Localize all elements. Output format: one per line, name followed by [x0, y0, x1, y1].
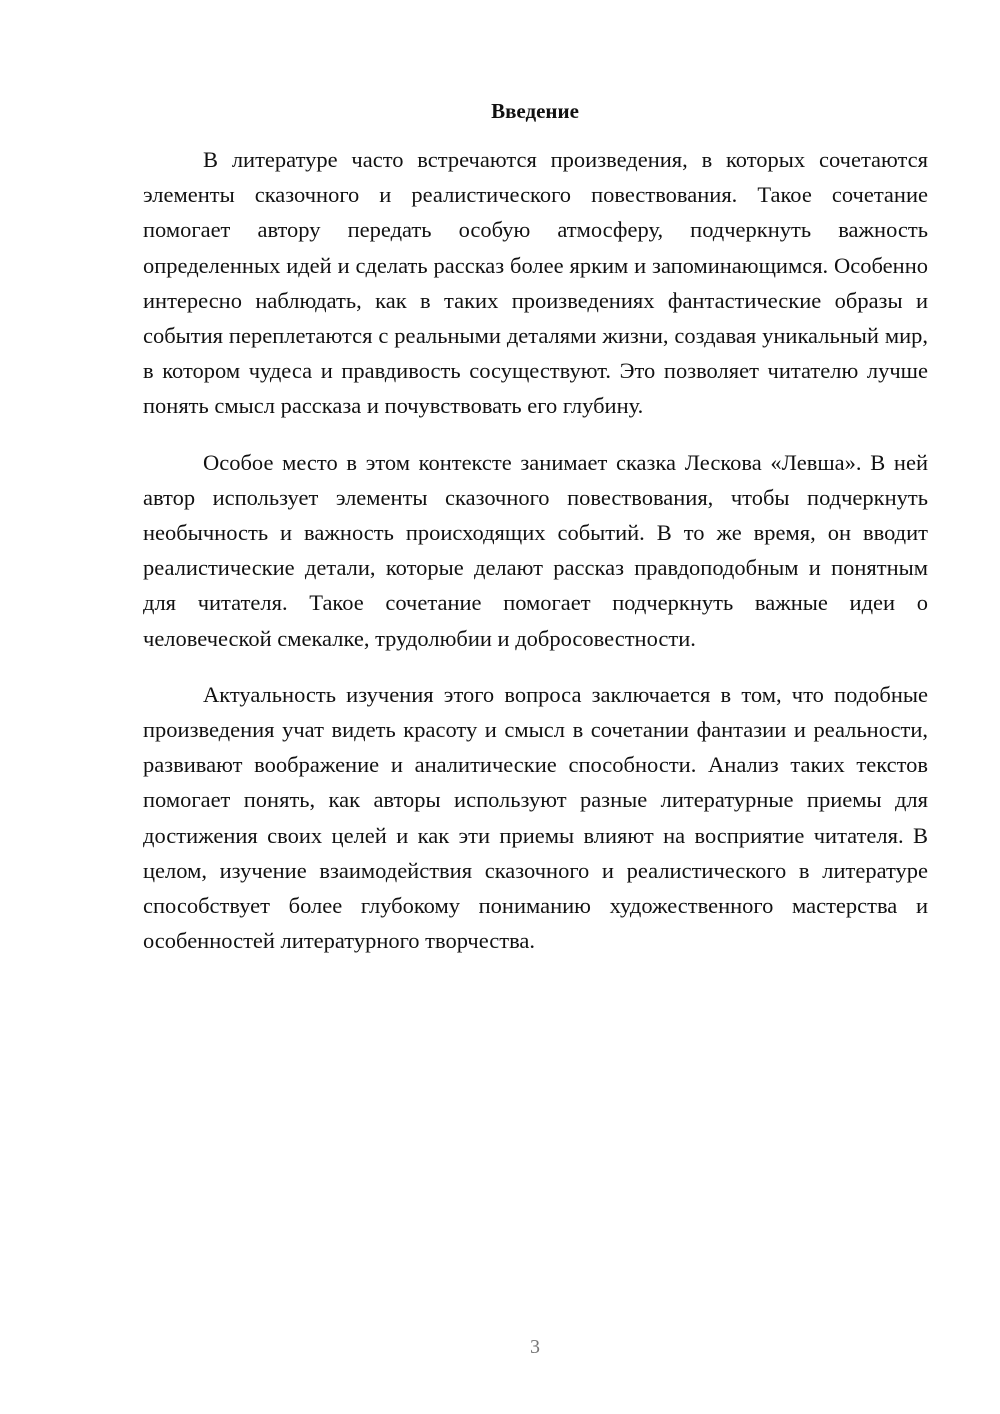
paragraph-3: Актуальность изучения этого вопроса заключается в том, что подобные произведения учат видеть красоту и смысл в сочетании фантазии и реальности, развивают воображение и аналитические способности. Анализ таких текстов помогает понять, как авторы используют разные литературные приемы для достижения своих целей и как эти приемы влияют на восприятие читателя. В целом, изучение взаимодействия сказочного и реалистического в литературе способствует более глубокому пониманию художественного мастерства и особенностей литературного творчества.: [143, 681, 928, 954]
body-text: [143, 142, 928, 979]
paragraph-1: В литературе часто встречаются произведения, в которых сочетаются элементы сказочного и реалистического повествования. Такое сочетание помогает автору передать особую атмосферу, подчеркнуть важность определенных идей и сделать рассказ более ярким и запоминающимся. Особенно интересно наблюдать, как в таких произведениях фантастические образы и события переплетаются с реальными деталями жизни, создавая уникальный мир, в котором чудеса и правдивость сосуществуют. Это позволяет читателю лучше понять смысл рассказа и почувствовать его глубину.: [143, 147, 928, 419]
page-number: 3: [530, 1336, 540, 1358]
page-title: Введение: [491, 99, 579, 123]
paragraph-2: Особое место в этом контексте занимает сказка Лескова «Левша». В ней автор использует элементы сказочного повествования, чтобы подчеркнуть необычность и важность происходящих событий. В то же время, он вводит реалистические детали, которые делают рассказ правдоподобным и понятным для читателя. Такое сочетание помогает подчеркнуть важные идеи о человеческой смекалке, трудолюбии и добросовестности.: [143, 449, 928, 651]
